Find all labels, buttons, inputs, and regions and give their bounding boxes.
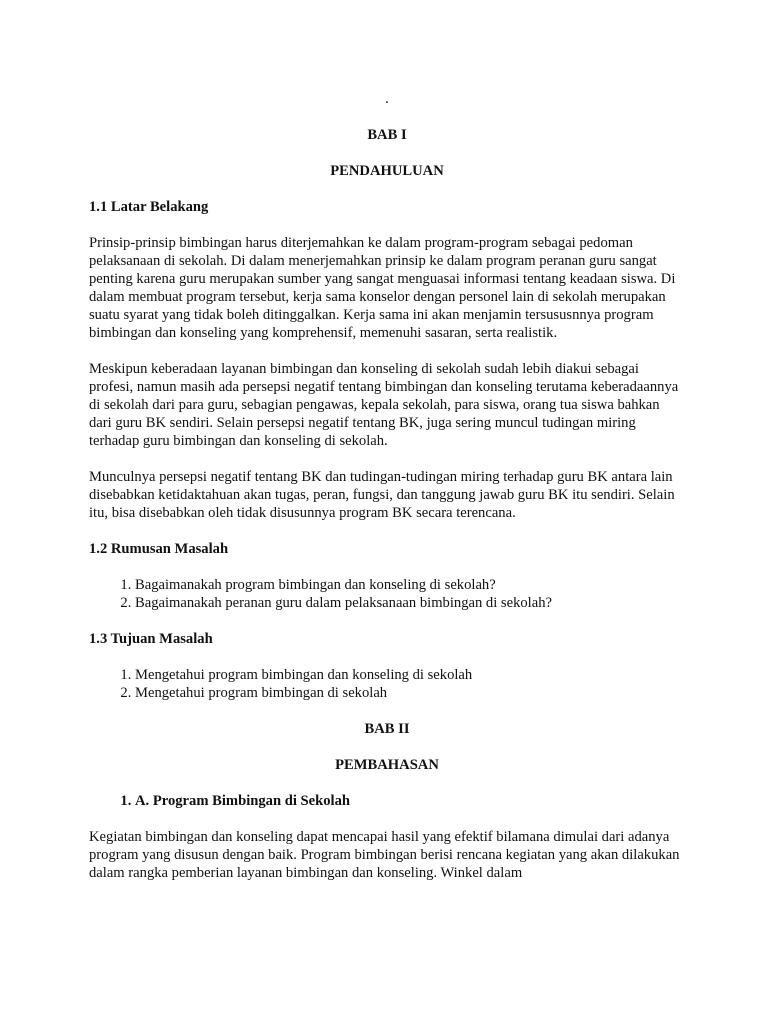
list-item: 2. Mengetahui program bimbingan di sekolah (135, 684, 685, 702)
list-item: 1. A. Program Bimbingan di Sekolah (135, 792, 685, 810)
section-1-1-heading: 1.1 Latar Belakang (89, 199, 209, 215)
section-2a-list (89, 792, 685, 810)
section-1-1-paragraph-2: Meskipun keberadaan layanan bimbingan dan konseling di sekolah sudah lebih diakui sebagai profesi, namun masih ada persepsi negatif tentang bimbingan dan konseling terutama keberadaannya di sekolah dari para guru, sebagian pengawas, kepala sekolah, para siswa, orang tua siswa bahkan dari guru BK sendiri. Selain persepsi negatif tentang BK, juga sering muncul tudingan miring terhadap guru bimbingan dan konseling di sekolah. (89, 361, 679, 449)
section-1-1-paragraph-3: Munculnya persepsi negatif tentang BK dan tudingan-tudingan miring terhadap guru BK antara lain disebabkan ketidaktahuan akan tugas, peran, fungsi, dan tanggung jawab guru BK itu sendiri. Selain itu, bisa disebabkan oleh tidak disusunnya program BK secara terencana. (89, 469, 675, 521)
list-item: 1. Mengetahui program bimbingan dan konseling di sekolah (135, 666, 685, 684)
bab1-label: BAB I (367, 127, 407, 143)
list-item: 2. Bagaimanakah peranan guru dalam pelaksanaan bimbingan di sekolah? (135, 594, 685, 612)
document-content (89, 90, 685, 882)
bab1-title: PENDAHULUAN (330, 163, 444, 179)
section-1-3-list (89, 666, 685, 702)
section-1-1-paragraph-1: Prinsip-prinsip bimbingan harus diterjemahkan ke dalam program-program sebagai pedoman pelaksanaan di sekolah. Di dalam menerjemahkan prinsip ke dalam program peranan guru sangat penting karena guru merupakan sumber yang sangat menguasai informasi tentang keadaan siswa. Di dalam membuat program tersebut, kerja sama konselor dengan personel lain di sekolah merupakan suatu syarat yang tidak boleh ditinggalkan. Kerja sama ini akan menjamin tersususnnya program bimbingan dan konseling yang komprehensif, memenuhi sasaran, serta realistik. (89, 235, 676, 341)
section-1-2-list (89, 576, 685, 612)
section-2a-paragraph-1: Kegiatan bimbingan dan konseling dapat mencapai hasil yang efektif bilamana dimulai dari adanya program yang disusun dengan baik. Program bimbingan berisi rencana kegiatan yang akan dilakukan dalam rangka pemberian layanan bimbingan dan konseling. Winkel dalam (89, 829, 680, 881)
list-item: 1. Bagaimanakah program bimbingan dan konseling di sekolah? (135, 576, 685, 594)
section-1-2-heading: 1.2 Rumusan Masalah (89, 541, 229, 557)
section-1-3-heading: 1.3 Tujuan Masalah (89, 631, 213, 647)
bab2-label: BAB II (364, 721, 410, 737)
bab2-title: PEMBAHASAN (335, 757, 439, 773)
page-dot: . (385, 91, 389, 107)
